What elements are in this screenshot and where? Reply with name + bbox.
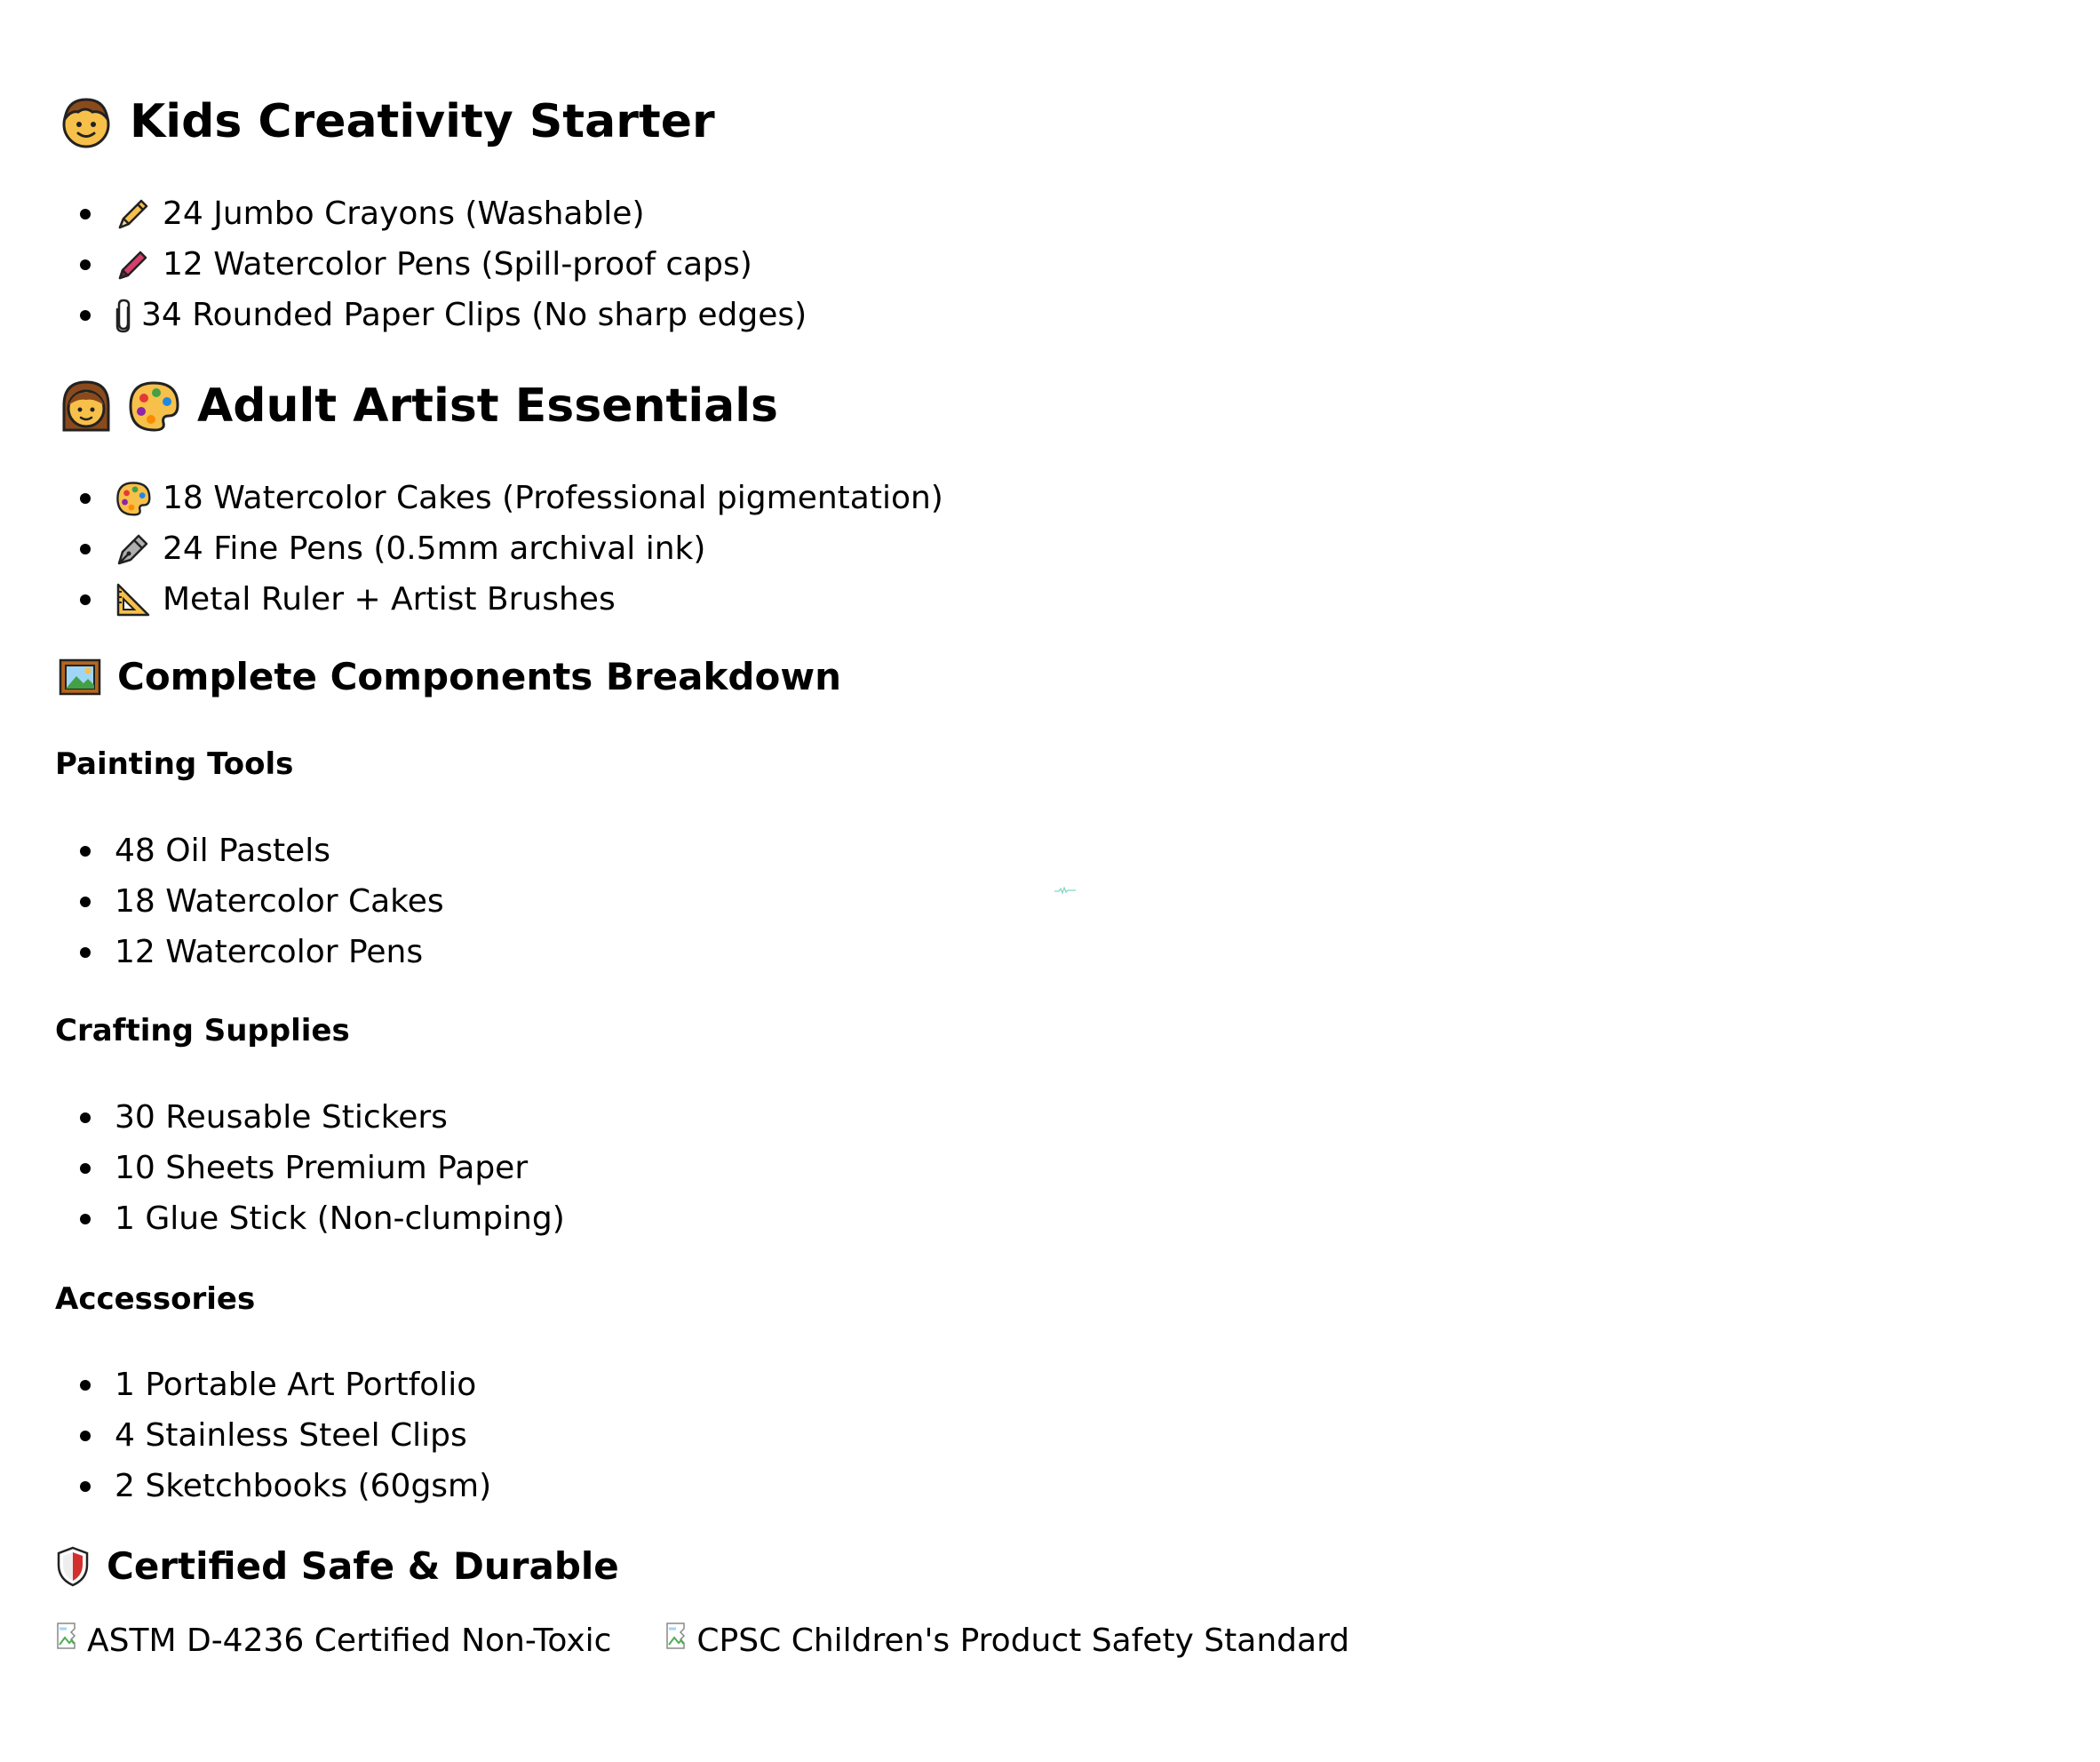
list-item: 34 Rounded Paper Clips (No sharp edges) xyxy=(55,290,807,340)
kids-item-list xyxy=(55,188,807,340)
broken-image-icon xyxy=(55,1621,85,1651)
kids-section-heading xyxy=(59,94,715,149)
fountain-pen-icon xyxy=(115,530,152,568)
artist-palette-icon xyxy=(126,379,181,434)
safety-section-title: Certified Safe & Durable xyxy=(107,1544,619,1588)
list-item: 24 Fine Pens (0.5mm archival ink) xyxy=(55,523,943,574)
paperclip-icon xyxy=(115,297,134,334)
cpsc-badge-alt: CPSC Children's Product Safety Standard xyxy=(696,1622,1350,1659)
accessories-heading: Accessories xyxy=(55,1281,256,1317)
painting-tools-heading: Painting Tools xyxy=(55,746,294,782)
list-item: Metal Ruler + Artist Brushes xyxy=(55,574,943,625)
astm-badge xyxy=(55,1622,611,1659)
cpsc-badge xyxy=(664,1622,1349,1659)
crafting-supplies-list xyxy=(55,1092,565,1244)
accessories-list xyxy=(55,1359,491,1511)
safety-section-heading xyxy=(55,1544,619,1588)
list-item: 12 Watercolor Pens xyxy=(55,927,444,977)
pencil-icon xyxy=(115,195,152,233)
astm-badge-alt: ASTM D-4236 Certified Non-Toxic xyxy=(87,1622,612,1659)
decorative-squiggle-icon xyxy=(1054,886,1077,895)
painting-tools-list xyxy=(55,825,444,977)
breakdown-section-heading xyxy=(59,655,841,698)
kids-section-title: Kids Creativity Starter xyxy=(130,95,715,148)
artist-palette-icon xyxy=(115,480,152,517)
list-item: 2 Sketchbooks (60gsm) xyxy=(55,1461,491,1511)
framed-picture-icon xyxy=(59,658,101,696)
triangular-ruler-icon xyxy=(115,581,152,618)
marker-pen-icon xyxy=(115,246,152,283)
list-item: 1 Glue Stick (Non-clumping) xyxy=(55,1193,565,1244)
breakdown-section-title: Complete Components Breakdown xyxy=(117,655,842,698)
list-item: 1 Portable Art Portfolio xyxy=(55,1359,491,1410)
child-face-icon xyxy=(59,94,114,149)
adult-section-heading xyxy=(59,379,778,434)
certification-badges xyxy=(55,1622,1349,1659)
list-item: 12 Watercolor Pens (Spill-proof caps) xyxy=(55,239,807,290)
woman-face-icon xyxy=(59,379,114,434)
broken-image-icon xyxy=(664,1621,695,1651)
crafting-supplies-heading: Crafting Supplies xyxy=(55,1013,350,1048)
list-item: 10 Sheets Premium Paper xyxy=(55,1143,565,1193)
list-item: 24 Jumbo Crayons (Washable) xyxy=(55,188,807,239)
list-item: 18 Watercolor Cakes (Professional pigmentation) xyxy=(55,473,943,523)
adult-section-title: Adult Artist Essentials xyxy=(197,379,779,433)
list-item: 48 Oil Pastels xyxy=(55,825,444,876)
list-item: 4 Stainless Steel Clips xyxy=(55,1410,491,1461)
shield-icon xyxy=(55,1545,91,1588)
adult-item-list xyxy=(55,473,943,625)
list-item: 30 Reusable Stickers xyxy=(55,1092,565,1143)
list-item: 18 Watercolor Cakes xyxy=(55,876,444,927)
